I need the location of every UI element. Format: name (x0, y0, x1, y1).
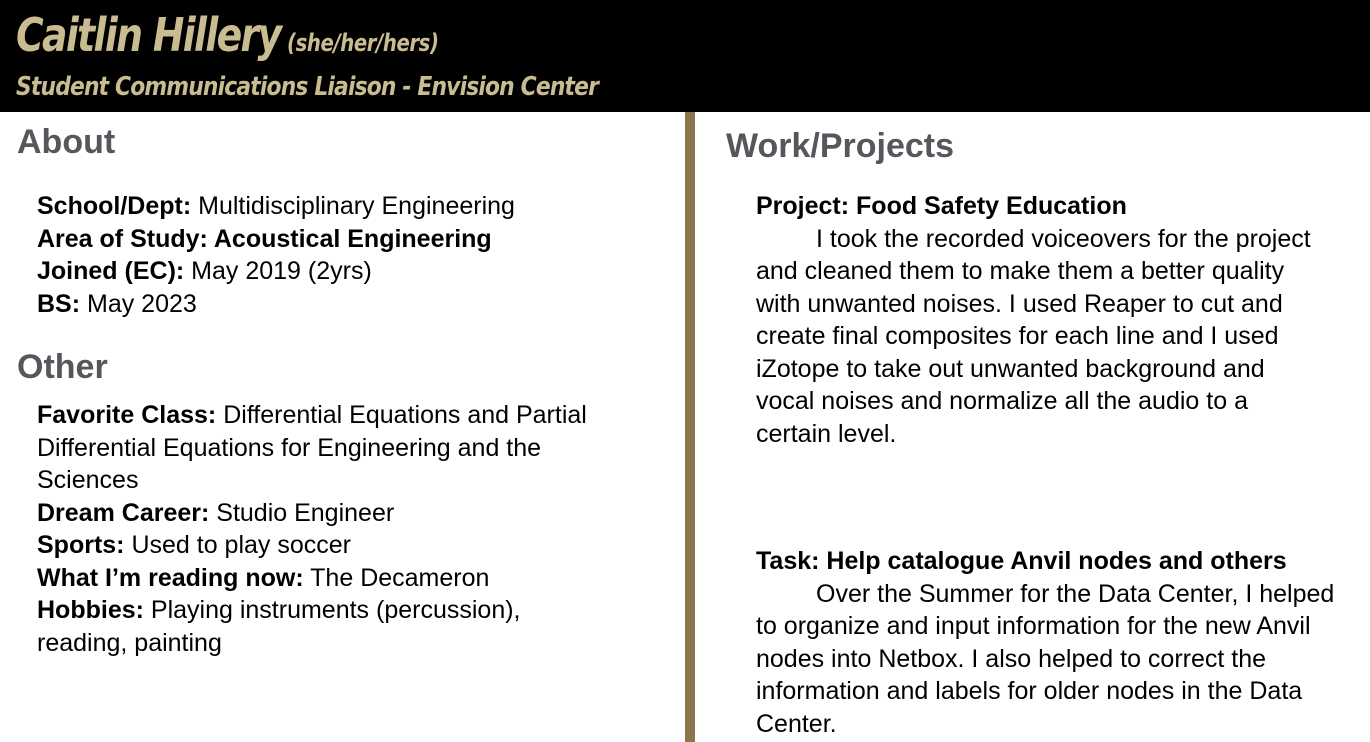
column-divider (685, 112, 695, 742)
project-text-line: with unwanted noises. I used Reaper to cut and (756, 289, 1283, 318)
name-text: Caitlin Hillery (16, 8, 281, 62)
other-fields (37, 399, 587, 659)
field-favorite-class: Favorite Class: Differential Equations and Partial (37, 401, 587, 429)
task-text-line: to organize and input information for the new Anvil (756, 612, 1311, 640)
task-text-line: Center. (756, 709, 837, 738)
task-text-line: Over the Summer for the Data Center, I helped (816, 579, 1335, 608)
task-heading: Task: Help catalogue Anvil nodes and others (756, 547, 1287, 575)
task-text-line: information and labels for older nodes in the Data (756, 677, 1303, 705)
project-text-line: I took the recorded voiceovers for the project (816, 224, 1311, 253)
field-favorite-class-cont2: Sciences (37, 466, 139, 494)
field-favorite-class-cont: Differential Equations for Engineering and the (37, 433, 542, 462)
project-heading: Project: Food Safety Education (756, 192, 1127, 220)
field-hobbies-cont: reading, painting (37, 628, 222, 657)
about-fields (37, 190, 515, 320)
project-text-line: iZotope to take out unwanted background and (756, 354, 1265, 383)
field-joined: Joined (EC): May 2019 (2yrs) (37, 257, 372, 285)
task-anvil-nodes (756, 545, 1334, 740)
profile-subtitle: Student Communications Liaison - Envision Center (16, 72, 599, 102)
project-food-safety (756, 190, 1311, 450)
task-text-line: nodes into Netbox. I also helped to correct the (756, 644, 1267, 673)
pronouns: (she/her/hers) (287, 29, 439, 57)
work-title: Work/Projects (726, 127, 955, 165)
field-reading: What I’m reading now: The Decameron (37, 563, 490, 592)
other-title: Other (17, 348, 108, 386)
project-text-line: and cleaned them to make them a better quality (756, 257, 1285, 285)
field-hobbies: Hobbies: Playing instruments (percussion), (37, 596, 521, 624)
field-area-of-study: Area of Study: Acoustical Engineering (37, 224, 492, 253)
project-text-line: certain level. (756, 419, 897, 448)
field-sports: Sports: Used to play soccer (37, 531, 351, 559)
project-text-line: vocal noises and normalize all the audio to a (756, 387, 1248, 415)
field-bs: BS: May 2023 (37, 289, 197, 318)
profile-name (16, 8, 439, 62)
profile-header (0, 0, 1370, 112)
field-dream-career: Dream Career: Studio Engineer (37, 498, 395, 527)
field-school: School/Dept: Multidisciplinary Engineering (37, 192, 515, 220)
about-title: About (17, 123, 116, 161)
project-text-line: create final composites for each line and I used (756, 322, 1279, 350)
